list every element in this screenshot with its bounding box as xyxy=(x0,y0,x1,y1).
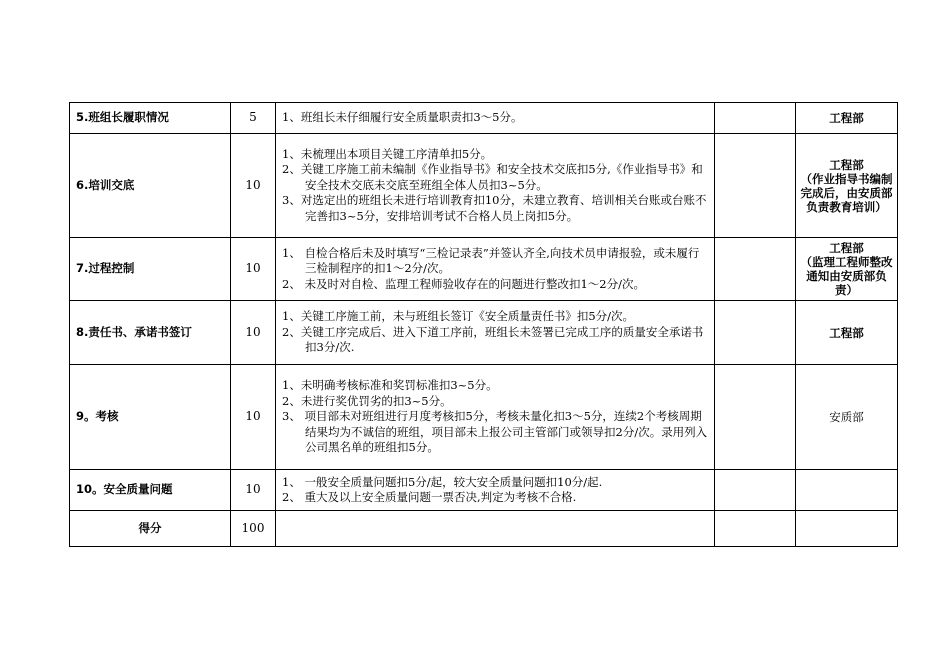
criteria-line: 1、 自检合格后未及时填写“三检记录表”并签认齐全,向技术员申请报验，或未履行三检制程序的扣1～2分/次。 xyxy=(282,245,700,276)
criteria-line: 1、未梳理出本项目关键工序清单扣5分。 xyxy=(282,146,493,161)
item-cell: 9。考核 xyxy=(70,365,231,470)
table-row xyxy=(70,365,898,470)
dept-note: （监理工程师整改通知由安质部负责） xyxy=(800,255,893,297)
remark-cell xyxy=(715,470,796,511)
remark-cell xyxy=(715,134,796,238)
remark-cell xyxy=(715,103,796,134)
score-cell: 10 xyxy=(231,134,276,238)
score-cell: 10 xyxy=(231,365,276,470)
dept-cell xyxy=(796,470,898,511)
criteria-cell xyxy=(276,301,715,365)
criteria-line: 1、未明确考核标准和奖罚标准扣3~5分。 xyxy=(282,378,498,393)
item-cell: 8.责任书、承诺书签订 xyxy=(70,301,231,365)
table-row xyxy=(70,301,898,365)
score-cell: 10 xyxy=(231,301,276,365)
criteria-line: 1、关键工序施工前，未与班组长签订《安全质量责任书》扣5分/次。 xyxy=(282,309,635,324)
criteria-cell xyxy=(276,103,715,134)
criteria-line: 2、关键工序完成后、进入下道工序前，班组长未签署已完成工序的质量安全承诺书扣3分/次. xyxy=(282,324,704,355)
table-row xyxy=(70,238,898,301)
criteria-line: 3、 项目部未对班组进行月度考核扣5分，考核未量化扣3～5分，连续2个考核周期结果均为不诚信的班组，项目部未上报公司主管部门或领导扣2分/次。录用列入公司黑名单的班组扣5分。 xyxy=(282,409,708,455)
dept-cell xyxy=(796,365,898,470)
score-cell: 10 xyxy=(231,238,276,301)
criteria-line: 2、 未及时对自检、监理工程师验收存在的问题进行整改扣1～2分/次。 xyxy=(282,276,645,291)
dept-name: 工程部 xyxy=(829,325,864,340)
criteria-line: 2、 重大及以上安全质量问题一票否决,判定为考核不合格. xyxy=(282,490,577,504)
dept-cell xyxy=(796,511,898,547)
criteria-cell xyxy=(276,238,715,301)
criteria-line: 2、未进行奖优罚劣的扣3~5分。 xyxy=(282,393,452,408)
item-cell: 7.过程控制 xyxy=(70,238,231,301)
assessment-table xyxy=(69,102,898,547)
criteria-line: 1、班组长未仔细履行安全质量职责扣3～5分。 xyxy=(282,110,523,125)
table-row xyxy=(70,134,898,238)
dept-name: 工程部 xyxy=(829,241,864,255)
dept-name: 工程部 xyxy=(829,157,864,172)
remark-cell xyxy=(715,301,796,365)
total-label: 得分 xyxy=(70,511,231,547)
dept-cell xyxy=(796,103,898,134)
dept-cell xyxy=(796,238,898,301)
criteria-line: 2、关键工序施工前未编制《作业指导书》和安全技术交底扣5分,《作业指导书》和安全技术交底未交底至班组全体人员扣3~5分。 xyxy=(282,162,703,192)
dept-name: 安质部 xyxy=(829,410,864,424)
dept-note: （作业指导书编制完成后，由安质部负责教育培训） xyxy=(800,171,893,214)
item-cell: 6.培训交底 xyxy=(70,134,231,238)
table-row xyxy=(70,103,898,134)
remark-cell xyxy=(715,238,796,301)
criteria-line: 1、 一般安全质量问题扣5分/起，较大安全质量问题扣10分/起. xyxy=(282,474,603,489)
dept-name: 工程部 xyxy=(829,111,864,125)
criteria-line: 3、对选定出的班组长未进行培训教育扣10分，未建立教育、培训相关台账或台账不完善扣3~5分，安排培训考试不合格人员上岗扣5分。 xyxy=(282,193,707,223)
remark-cell xyxy=(715,365,796,470)
criteria-cell xyxy=(276,511,715,547)
criteria-cell xyxy=(276,365,715,470)
table-row xyxy=(70,470,898,511)
dept-cell xyxy=(796,134,898,238)
dept-cell xyxy=(796,301,898,365)
criteria-cell xyxy=(276,134,715,238)
total-row xyxy=(70,511,898,547)
item-cell: 5.班组长履职情况 xyxy=(70,103,231,134)
criteria-cell xyxy=(276,470,715,511)
score-cell: 5 xyxy=(231,103,276,134)
total-score: 100 xyxy=(231,511,276,547)
score-cell: 10 xyxy=(231,470,276,511)
item-cell: 10。安全质量问题 xyxy=(70,470,231,511)
remark-cell xyxy=(715,511,796,547)
